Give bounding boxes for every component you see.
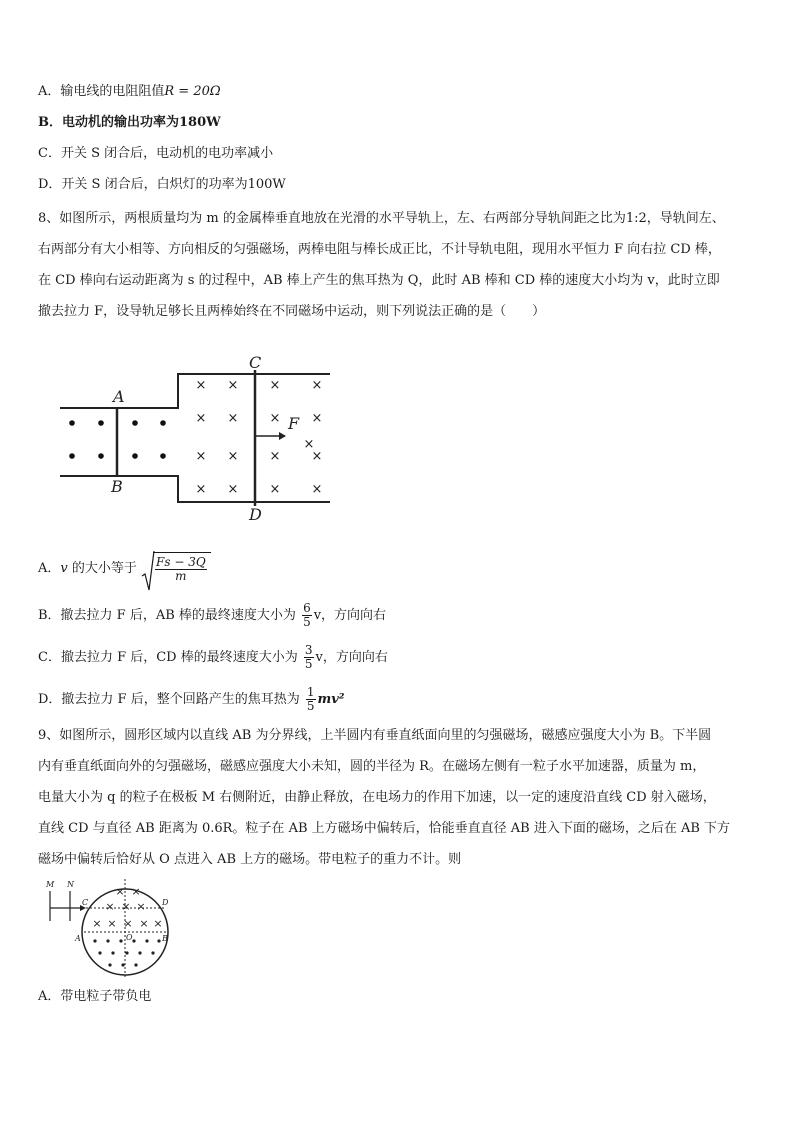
q7-option-c: C．开关 S 闭合后，电动机的电功率减小: [38, 146, 274, 161]
q9-label-a: A: [75, 934, 81, 943]
svg-text:×: ×: [139, 917, 149, 930]
svg-text:×: ×: [311, 449, 323, 464]
q8-option-b: [38, 601, 386, 631]
svg-text:×: ×: [92, 917, 102, 930]
q8-option-b-text: B．撤去拉力 F 后，AB 棒的最终速度大小为: [38, 608, 296, 623]
q9-option-a: A．带电粒子带负电: [38, 989, 152, 1004]
svg-text:×: ×: [136, 900, 146, 913]
svg-text:×: ×: [195, 449, 207, 464]
svg-text:×: ×: [227, 411, 239, 426]
q7-option-a-text: A．输电线的电阻阻值: [38, 84, 165, 99]
svg-text:×: ×: [195, 378, 207, 393]
q8-stem-line: 8、如图所示，两根质量均为 m 的金属棒垂直地放在光滑的水平导轨上，左、右两部分导轨间距之比为1:2，导轨间左、: [38, 211, 725, 226]
q8-option-c-denominator: 5: [304, 657, 313, 671]
q9-label-m: M: [46, 880, 55, 889]
svg-text:×: ×: [195, 411, 207, 426]
svg-text:×: ×: [227, 482, 239, 497]
q9-label-o: O: [126, 933, 133, 942]
svg-text:×: ×: [115, 885, 125, 898]
q8-option-a: [38, 552, 211, 585]
q8-label-f: F: [288, 414, 300, 433]
svg-text:×: ×: [269, 449, 281, 464]
q8-figure: [55, 350, 345, 525]
q8-label-b: B: [111, 477, 123, 496]
svg-text:×: ×: [311, 482, 323, 497]
svg-text:×: ×: [269, 482, 281, 497]
q8-option-b-denominator: 5: [303, 615, 311, 629]
svg-text:×: ×: [311, 378, 323, 393]
q7-option-b: B．电动机的输出功率为180W: [38, 115, 221, 130]
q8-option-a-numerator: Fs − 3Q: [156, 555, 206, 569]
svg-text:×: ×: [311, 411, 323, 426]
q8-label-c: C: [249, 353, 262, 372]
q8-option-d-suffix: mv²: [317, 692, 345, 707]
svg-text:×: ×: [123, 917, 133, 930]
svg-text:×: ×: [269, 411, 281, 426]
q8-option-c-suffix: v，方向向右: [315, 650, 388, 665]
q8-label-d: D: [249, 505, 262, 524]
q8-option-b-suffix: v，方向向右: [313, 608, 387, 623]
q9-stem-line: 电量大小为 q 的粒子在极板 M 右侧附近，由静止释放，在电场力的作用下加速，以一定的速度沿直线 CD 射入磁场，: [38, 790, 716, 805]
svg-text:×: ×: [227, 449, 239, 464]
svg-text:×: ×: [153, 917, 163, 930]
svg-text:×: ×: [269, 378, 281, 393]
q9-dots: [93, 939, 160, 966]
q8-force-arrowhead: [279, 432, 286, 440]
q8-option-d-text: D．撤去拉力 F 后，整个回路产生的焦耳热为: [38, 692, 300, 707]
q8-option-c-text: C．撤去拉力 F 后，CD 棒的最终速度大小为: [38, 650, 298, 665]
q9-label-n: N: [67, 880, 74, 889]
q8-stem-line: 右两部分有大小相等、方向相反的匀强磁场，两棒电阻与棒长成正比，不计导轨电阻，现用水平恒力 F 向右拉 CD 棒，: [38, 242, 721, 257]
q9-figure: [40, 875, 180, 980]
q8-option-b-numerator: 6: [303, 601, 311, 615]
q8-option-a-var: v: [60, 561, 68, 576]
q9-stem-line: 直线 CD 与直径 AB 距离为 0.6R。粒子在 AB 上方磁场中偏转后，恰能垂直直径 AB 进入下面的磁场，之后在 AB 下方: [38, 821, 731, 836]
q8-stem-line: 在 CD 棒向右运动距离为 s 的过程中，AB 棒上产生的焦耳热为 Q，此时 AB 棒和 CD 棒的速度大小均为 v，此时立即: [38, 273, 720, 288]
q9-stem: [38, 720, 758, 875]
q8-crosses-into-page: [196, 378, 323, 497]
svg-text:×: ×: [107, 917, 117, 930]
q9-label-b: B: [162, 934, 168, 943]
q9-stem-line: 内有垂直纸面向外的匀强磁场，磁感应强度大小未知，圆的半径为 R。在磁场左侧有一粒子水平加速器，质量为 m，: [38, 759, 706, 774]
q9-stem-line: 磁场中偏转后恰好从 O 点进入 AB 上方的磁场。带电粒子的重力不计。则: [38, 852, 462, 867]
q8-option-a-sqrt: [141, 552, 211, 585]
q7-option-a: [38, 83, 221, 101]
q9-label-c: C: [82, 898, 89, 907]
svg-text:×: ×: [105, 900, 115, 913]
svg-text:×: ×: [131, 885, 141, 898]
q8-stem: [38, 203, 758, 327]
q8-option-c: [38, 643, 388, 673]
svg-text:×: ×: [195, 482, 207, 497]
q8-stem-line: 撤去拉力 F，设导轨足够长且两棒始终在不同磁场中运动，则下列说法正确的是（ ）: [38, 304, 546, 319]
svg-text:×: ×: [227, 378, 239, 393]
svg-text:×: ×: [121, 900, 131, 913]
svg-text:×: ×: [303, 437, 315, 452]
q8-label-a: A: [113, 387, 125, 406]
q9-stem-line: 9、如图所示，圆形区域内以直线 AB 为分界线，上半圆内有垂直纸面向里的匀强磁场，磁感应强度大小为 B。下半圆: [38, 728, 712, 743]
q9-label-d: D: [162, 898, 169, 907]
q8-option-d-numerator: 1: [306, 685, 315, 699]
q8-option-d: [38, 685, 345, 715]
q8-option-a-text: 的大小等于: [67, 561, 137, 576]
q8-option-d-denominator: 5: [306, 699, 315, 713]
q7-option-a-math: R = 20Ω: [164, 84, 221, 99]
q8-option-a-prefix: A．: [38, 561, 61, 576]
q7-option-d: D．开关 S 闭合后，白炽灯的功率为100W: [38, 177, 286, 192]
q8-option-a-denominator: m: [175, 569, 187, 583]
q8-option-c-numerator: 3: [304, 643, 313, 657]
